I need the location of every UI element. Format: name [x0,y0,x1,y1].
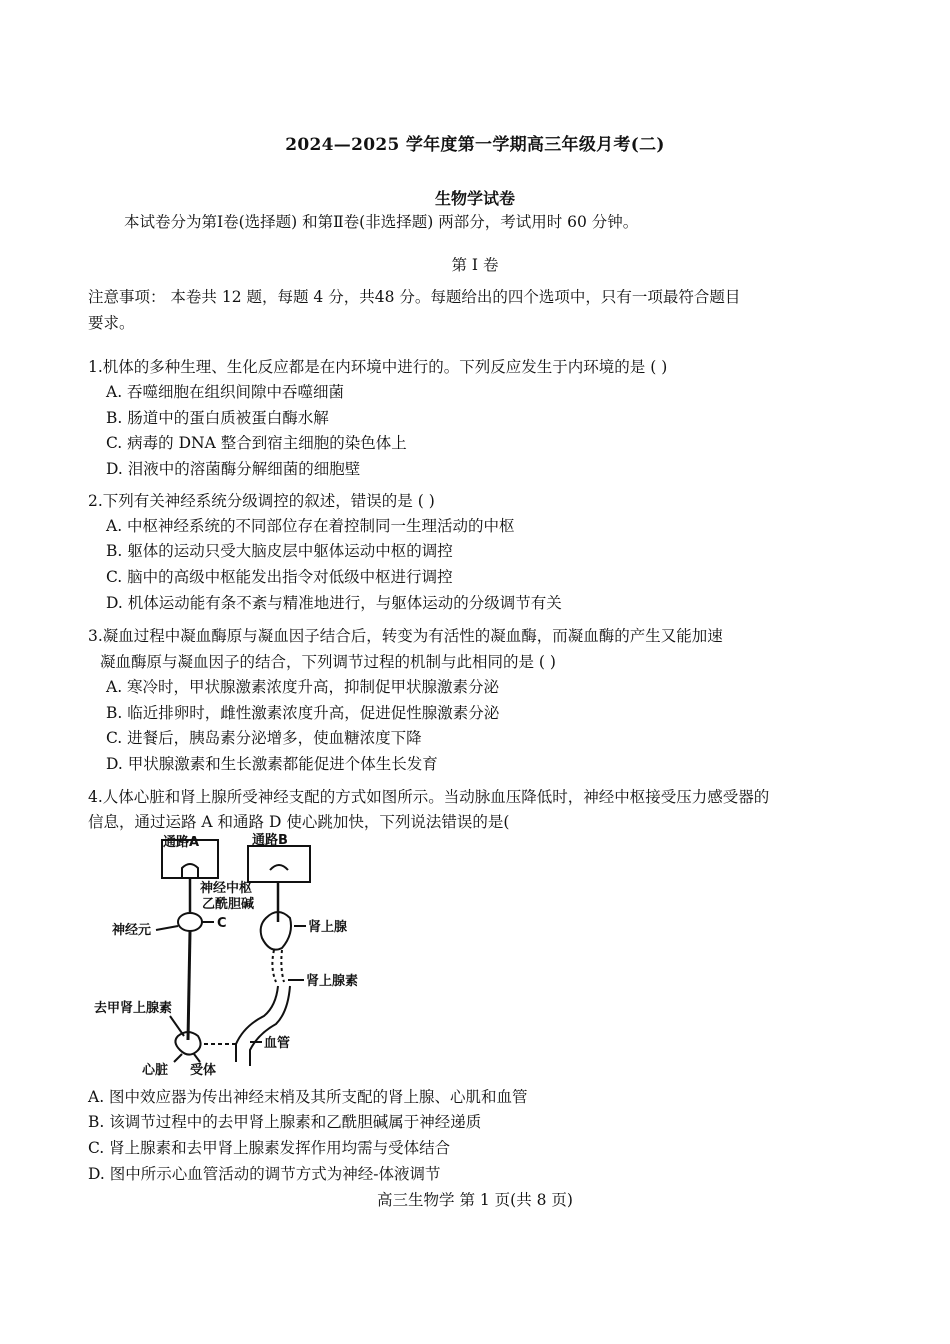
neural-center-label: 神经中枢 [200,881,253,896]
q4-stem-line-2: 信息，通过运路 A 和通路 D 使心跳加快，下列说法错误的是( [88,813,510,831]
q1-option-a: A. 吞噬细胞在组织间隙中吞噬细菌 [106,383,345,401]
vessel-label: 血管 [264,1036,291,1051]
q1-option-d: D. 泪液中的溶菌酶分解细菌的细胞壁 [106,460,361,478]
path-b-label: 通路B [252,833,288,848]
page-footer: 高三生物学 第 1 页(共 8 页) [377,1191,573,1209]
volume-heading: 第 I 卷 [451,256,499,274]
q4-option-b: B. 该调节过程中的去甲肾上腺素和乙酰胆碱属于神经递质 [88,1113,482,1131]
q1-option-c: C. 病毒的 DNA 整合到宿主细胞的染色体上 [106,434,407,452]
notice-line-2: 要求。 [88,314,135,332]
heart-label: 心脏 [142,1063,169,1078]
q3-stem-line-2: 凝血酶原与凝血因子的结合，下列调节过程的机制与此相同的是 ( ) [100,653,556,671]
blood-vessel-right [250,986,290,1066]
q3-option-b: B. 临近排卵时，雌性激素浓度升高，促进促性腺激素分泌 [106,704,500,722]
neural-regulation-diagram [90,830,380,1080]
receptor-pointer [194,1054,200,1062]
neuron-label: 神经元 [112,923,152,938]
acetylcholine-label: 乙酰胆碱 [202,897,255,912]
adrenal-gland-shape [261,912,291,950]
path-a-label: 通路A [163,835,200,850]
notice-line-1: 注意事项： 本卷共 12 题，每题 4 分，共48 分。每题给出的四个选项中，只有一项最符合题目 [88,288,741,306]
q4-option-a: A. 图中效应器为传出神经末梢及其所支配的肾上腺、心肌和血管 [88,1088,528,1106]
q1-stem: 1.机体的多种生理、生化反应都是在内环境中进行的。下列反应发生于内环境的是 ( ) [88,358,668,376]
q4-stem-line-1: 4.人体心脏和肾上腺所受神经支配的方式如图所示。当动脉血压降低时，神经中枢接受压力感受器的 [88,788,770,806]
q2-option-b: B. 躯体的运动只受大脑皮层中躯体运动中枢的调控 [106,542,453,560]
q2-option-d: D. 机体运动能有条不紊与精准地进行，与躯体运动的分级调节有关 [106,594,562,612]
neuron-c-body [178,913,202,931]
q3-stem-line-1: 3.凝血过程中凝血酶原与凝血因子结合后，转变为有活性的凝血酶，而凝血酶的产生又能加速 [88,627,723,645]
fiber-to-heart [188,931,190,1040]
epinephrine-label: 肾上腺素 [306,974,359,989]
q2-option-c: C. 脑中的高级中枢能发出指令对低级中枢进行调控 [106,568,453,586]
q3-option-c: C. 进餐后，胰岛素分泌增多，使血糖浓度下降 [106,729,422,747]
receptor-label: 受体 [190,1063,217,1078]
heart-pointer [174,1054,182,1062]
q3-option-a: A. 寒冷时，甲状腺激素浓度升高，抑制促甲状腺激素分泌 [106,678,500,696]
path-a-synapse [182,864,198,878]
exam-intro: 本试卷分为第Ⅰ卷(选择题) 和第Ⅱ卷(非选择题) 两部分，考试用时 60 分钟。 [124,213,639,231]
q4-option-d: D. 图中所示心血管活动的调节方式为神经-体液调节 [88,1165,441,1183]
secretion-path-1 [272,950,276,982]
neuron-pointer [156,926,178,930]
q2-option-a: A. 中枢神经系统的不同部位存在着控制同一生理活动的中枢 [106,517,515,535]
secretion-path-2 [281,950,284,982]
q1-option-b: B. 肠道中的蛋白质被蛋白酶水解 [106,409,329,427]
exam-subtitle: 生物学试卷 [434,189,515,208]
norepinephrine-label: 去甲肾上腺素 [94,1001,173,1016]
q4-option-c: C. 肾上腺素和去甲肾上腺素发挥作用均需与受体结合 [88,1139,451,1157]
c-label: C [217,916,227,931]
path-b-synapse [270,865,288,870]
q2-stem: 2.下列有关神经系统分级调控的叙述，错误的是 ( ) [88,492,435,510]
exam-title: 2024—2025 学年度第一学期高三年级月考(二) [285,135,665,155]
adrenal-label: 肾上腺 [308,920,348,935]
q3-option-d: D. 甲状腺激素和生长激素都能促进个体生长发育 [106,755,438,773]
